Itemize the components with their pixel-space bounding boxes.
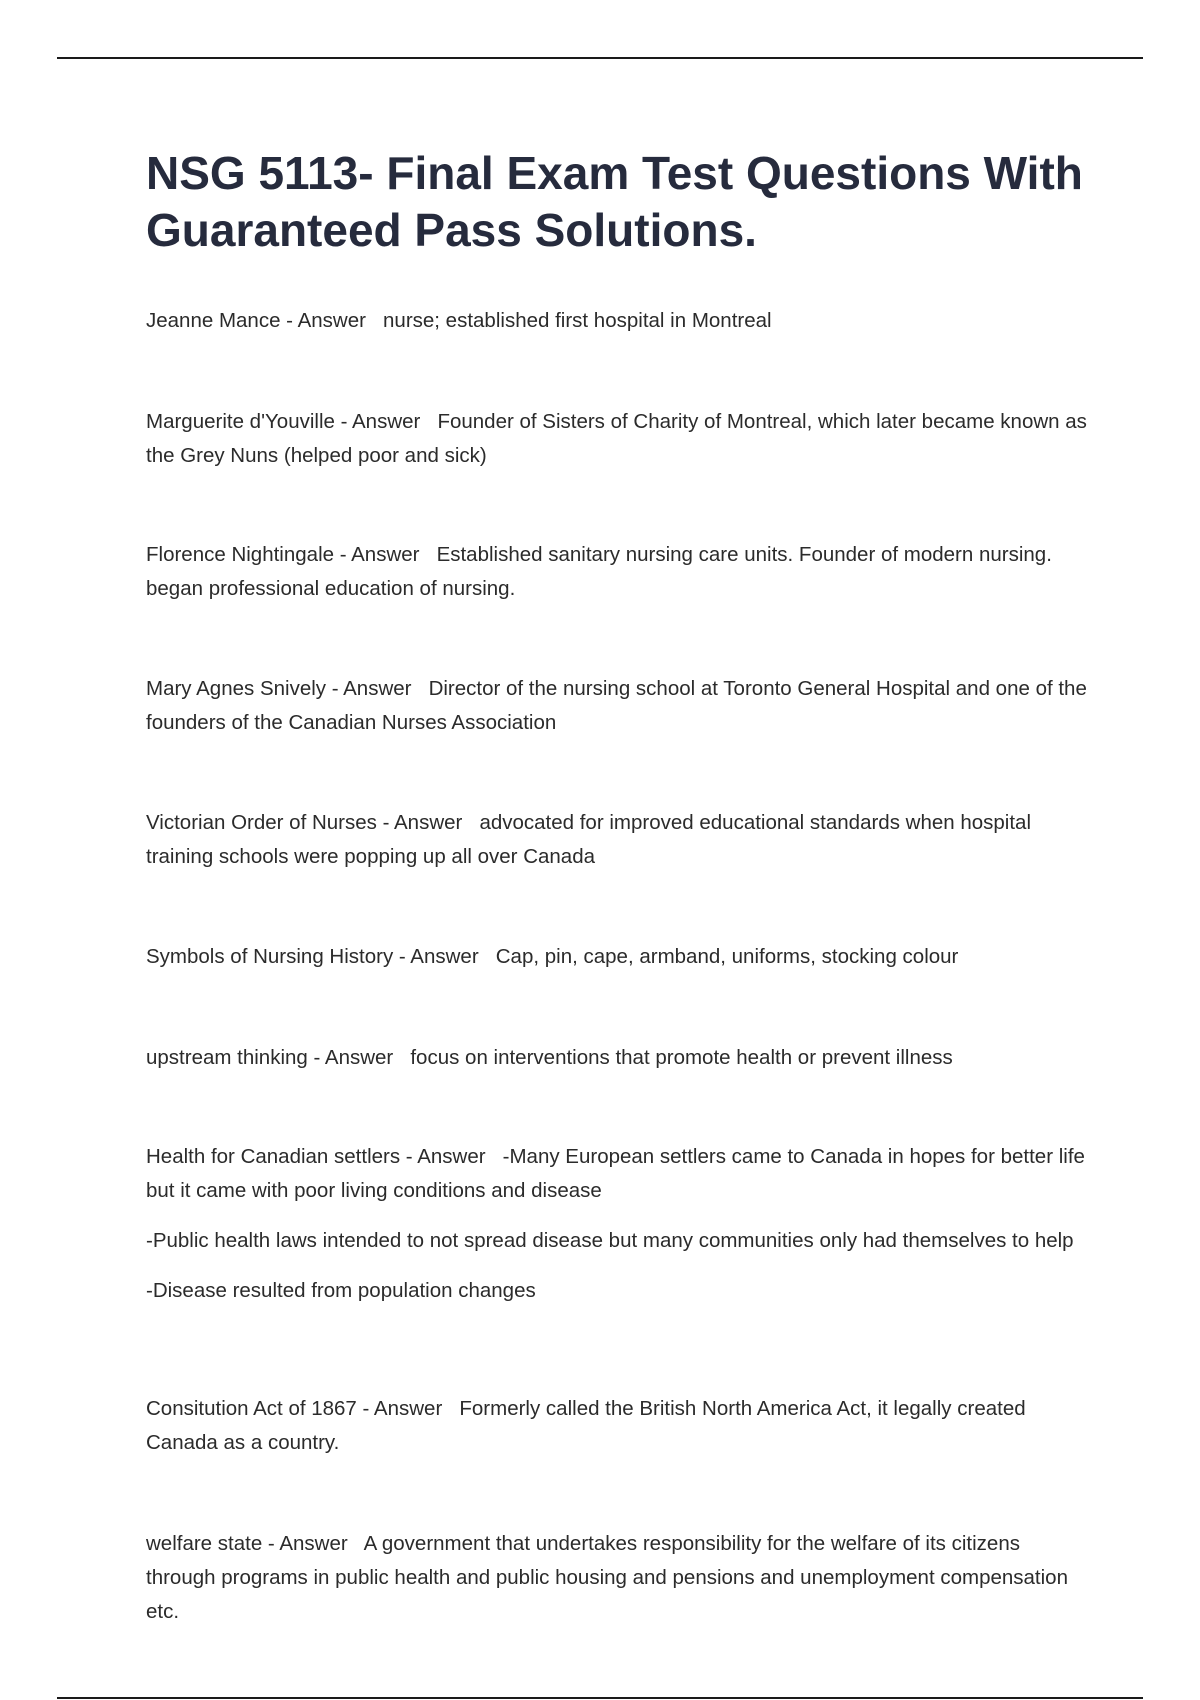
term: Victorian Order of Nurses — [146, 811, 377, 834]
answer: advocated for improved educational standards when hospital training schools were popping up all over Canada — [146, 811, 1032, 868]
answer: Formerly called the British North America Act, it legally created Canada as a country. — [146, 1397, 1026, 1454]
answer: A government that undertakes responsibility for the welfare of its citizens through programs in public health and public housing and pensions and unemployment compensation etc. — [146, 1532, 1068, 1623]
term: Florence Nightingale — [146, 543, 335, 566]
page-title: NSG 5113- Final Exam Test Questions With Guaranteed Pass Solutions. — [146, 147, 1083, 256]
term: Mary Agnes Snively — [146, 677, 327, 700]
bottom-divider — [57, 1697, 1143, 1699]
answer: Founder of Sisters of Charity of Montreal, which later became known as the Grey Nuns (helped poor and sick) — [146, 410, 1087, 467]
answer-separator: - Answer — [376, 811, 480, 834]
list-item — [146, 1527, 1091, 1629]
list-item — [146, 405, 1091, 473]
qa-paragraph — [146, 304, 1091, 338]
answer-separator: - Answer — [334, 543, 437, 566]
term: Consitution Act of 1867 — [146, 1397, 357, 1420]
answer-separator: - Answer — [326, 677, 429, 700]
answer: nurse; established first hospital in Montreal — [383, 309, 772, 332]
answer: focus on interventions that promote health or prevent illness — [410, 1046, 953, 1069]
answer: Director of the nursing school at Toronto General Hospital and one of the founders of the Canadian Nurses Association — [146, 677, 1087, 734]
qa-paragraph — [146, 806, 1091, 874]
term: Health for Canadian settlers — [146, 1145, 401, 1168]
list-item — [146, 1392, 1091, 1460]
qa-paragraph — [146, 940, 1091, 974]
list-item — [146, 806, 1091, 874]
answer-separator: - Answer — [280, 309, 384, 332]
qa-paragraph — [146, 1392, 1091, 1460]
qa-paragraph — [146, 1041, 1091, 1075]
answer: Cap, pin, cape, armband, uniforms, stocking colour — [495, 945, 959, 968]
answer-separator: - Answer — [262, 1532, 364, 1555]
qa-paragraph: -Disease resulted from population changes — [146, 1279, 536, 1302]
qa-paragraph — [146, 405, 1091, 473]
list-item — [146, 672, 1091, 740]
term: Marguerite d'Youville — [146, 410, 335, 433]
answer-separator: - Answer — [356, 1397, 460, 1420]
qa-paragraph — [146, 1140, 1091, 1208]
qa-paragraph — [146, 672, 1091, 740]
answer-separator: - Answer — [307, 1046, 411, 1069]
qa-paragraph: -Public health laws intended to not spread disease but many communities only had themselves to help — [146, 1229, 1074, 1252]
list-item — [146, 940, 1091, 974]
term: Symbols of Nursing History — [146, 945, 394, 968]
answer-separator: - Answer — [400, 1145, 503, 1168]
answer-separator: - Answer — [393, 945, 496, 968]
answer: Established sanitary nursing care units. Founder of modern nursing. began professional education of nursing. — [146, 543, 1052, 600]
top-divider — [57, 57, 1143, 59]
list-item — [146, 1041, 1091, 1075]
list-item — [146, 304, 1091, 338]
qa-paragraph — [146, 1527, 1091, 1629]
qa-paragraph — [146, 538, 1091, 606]
term: Jeanne Mance — [146, 309, 281, 332]
answer: -Many European settlers came to Canada in hopes for better life but it came with poor living conditions and disease — [146, 1145, 1085, 1202]
term: welfare state — [146, 1532, 263, 1555]
list-item — [146, 538, 1091, 606]
term: upstream thinking — [146, 1046, 308, 1069]
answer-separator: - Answer — [334, 410, 438, 433]
list-item — [146, 1140, 1091, 1308]
